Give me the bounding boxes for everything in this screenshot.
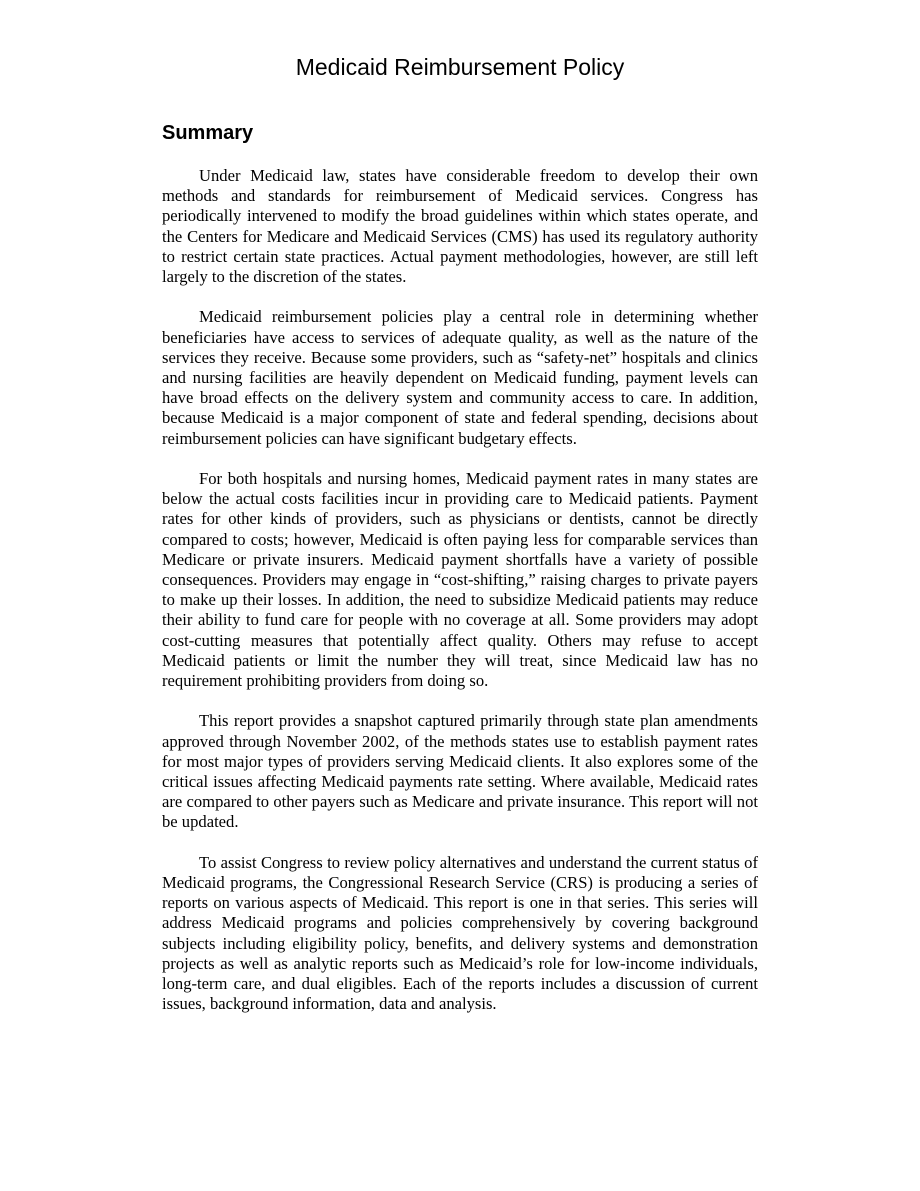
paragraph-1: Under Medicaid law, states have considerable freedom to develop their own methods and standards for reimbursement of Medicaid services. Congress has periodically intervened to modify the broad guidelines within which states operate, and the Centers for Medicare and Medicaid Services (CMS) has used its regulatory authority to restrict certain state practices. Actual payment methodologies, however, are still left largely to the discretion of the states. bbox=[162, 166, 758, 287]
document-title: Medicaid Reimbursement Policy bbox=[295, 54, 625, 80]
section-heading-summary: Summary bbox=[162, 122, 254, 144]
summary-body bbox=[162, 166, 758, 1035]
paragraph-2: Medicaid reimbursement policies play a central role in determining whether beneficiaries have access to services of adequate quality, as well as the nature of the services they receive. Because some providers, such as “safety-net” hospitals and clinics and nursing facilities are heavily dependent on Medicaid funding, payment levels can have broad effects on the delivery system and community access to care. In addition, because Medicaid is a major component of state and federal spending, decisions about reimbursement policies can have significant budgetary effects. bbox=[162, 307, 758, 448]
paragraph-4: This report provides a snapshot captured primarily through state plan amendments approved through November 2002, of the methods states use to establish payment rates for most major types of providers serving Medicaid clients. It also explores some of the critical issues affecting Medicaid payments rate setting. Where available, Medicaid rates are compared to other payers such as Medicare and private insurance. This report will not be updated. bbox=[162, 711, 758, 832]
paragraph-3: For both hospitals and nursing homes, Medicaid payment rates in many states are below the actual costs facilities incur in providing care to Medicaid patients. Payment rates for other kinds of providers, such as physicians or dentists, cannot be directly compared to costs; however, Medicaid is often paying less for comparable services than Medicare or private insurers. Medicaid payment shortfalls have a variety of possible consequences. Providers may engage in “cost-shifting,” raising charges to private payers to make up their losses. In addition, the need to subsidize Medicaid patients may reduce their ability to fund care for people with no coverage at all. Some providers may adopt cost-cutting measures that potentially affect quality. Others may refuse to accept Medicaid patients or limit the number they will treat, since Medicaid law has no requirement prohibiting providers from doing so. bbox=[162, 469, 758, 691]
paragraph-5: To assist Congress to review policy alternatives and understand the current status of Medicaid programs, the Congressional Research Service (CRS) is producing a series of reports on various aspects of Medicaid. This report is one in that series. This series will address Medicaid programs and policies comprehensively by covering background subjects including eligibility policy, benefits, and delivery systems and demonstration projects as well as analytic reports such as Medicaid’s role for low-income individuals, long-term care, and dual eligibles. Each of the reports includes a discussion of current issues, background information, data and analysis. bbox=[162, 852, 758, 1014]
